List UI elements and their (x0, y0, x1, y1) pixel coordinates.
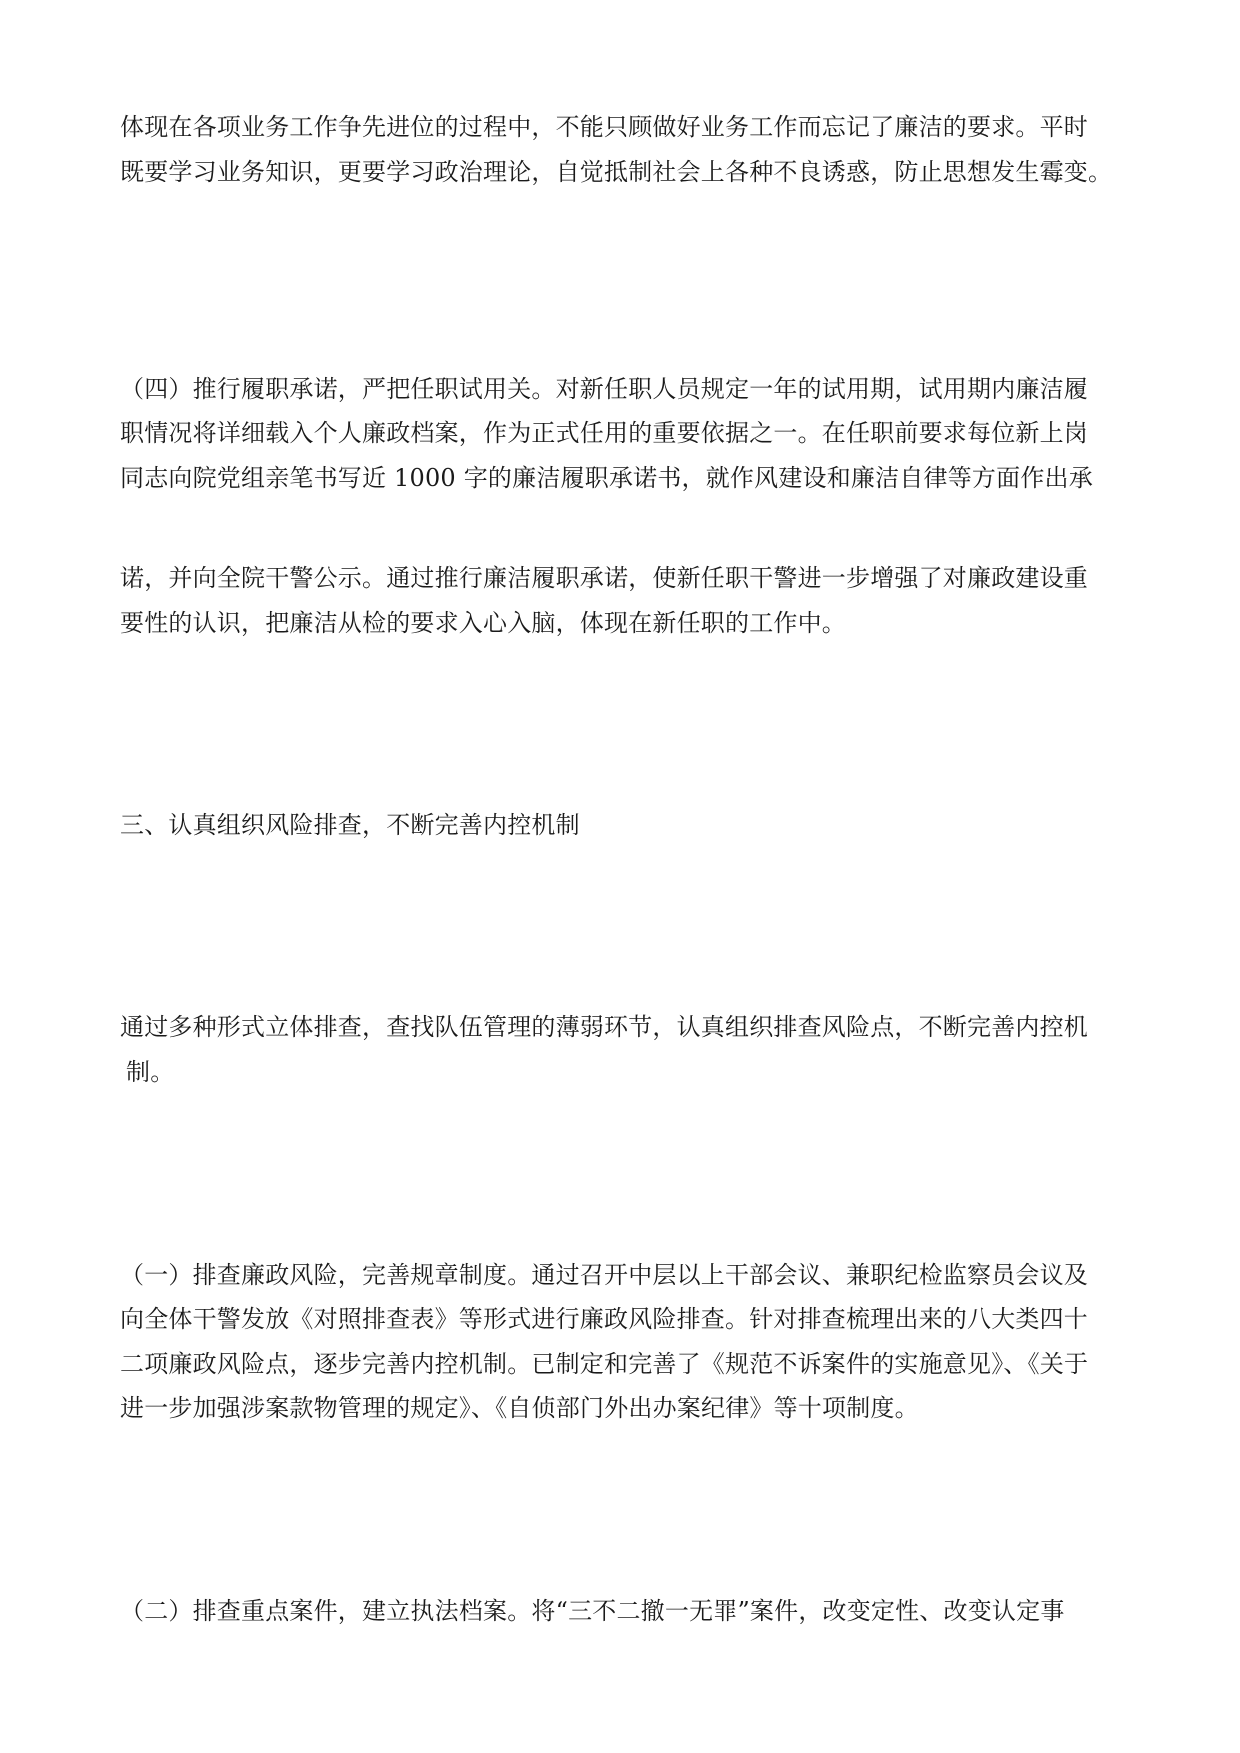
text-line: （四）推行履职承诺，严把任职试用关。对新任职人员规定一年的试用期，试用期内廉洁履 (120, 375, 1088, 403)
text-line: 要性的认识，把廉洁从检的要求入心入脑，体现在新任职的工作中。 (120, 609, 846, 637)
text-line: 职情况将详细载入个人廉政档案，作为正式任用的重要依据之一。在任职前要求每位新上岗 (120, 419, 1088, 447)
text-line: （二）排查重点案件，建立执法档案。将“三不二撤一无罪”案件，改变定性、改变认定事 (120, 1597, 1065, 1625)
text-line: 既要学习业务知识，更要学习政治理论，自觉抵制社会上各种不良诱惑，防止思想发生霉变。 (120, 158, 1113, 186)
section-heading: 三、认真组织风险排查，不断完善内控机制 (120, 811, 580, 839)
text-line: （一）排查廉政风险，完善规章制度。通过召开中层以上干部会议、兼职纪检监察员会议及 (120, 1261, 1088, 1289)
text-line: 制。 (126, 1058, 175, 1086)
text-line: 体现在各项业务工作争先进位的过程中，不能只顾做好业务工作而忘记了廉洁的要求。平时 (120, 113, 1088, 141)
text-line: 通过多种形式立体排查，查找队伍管理的薄弱环节，认真组织排查风险点，不断完善内控机 (120, 1013, 1088, 1041)
text-line: 进一步加强涉案款物管理的规定》、《自侦部门外出办案纪律》等十项制度。 (120, 1394, 919, 1422)
text-line: 诺，并向全院干警公示。通过推行廉洁履职承诺，使新任职干警进一步增强了对廉政建设重 (120, 564, 1088, 592)
text-line: 同志向院党组亲笔书写近 1000 字的廉洁履职承诺书，就作风建设和廉洁自律等方面作出承 (120, 464, 1093, 492)
text-line: 向全体干警发放《对照排查表》等形式进行廉政风险排查。针对排查梳理出来的八大类四十 (120, 1305, 1088, 1333)
text-line: 二项廉政风险点，逐步完善内控机制。已制定和完善了《规范不诉案件的实施意见》、《关于 (120, 1350, 1089, 1378)
